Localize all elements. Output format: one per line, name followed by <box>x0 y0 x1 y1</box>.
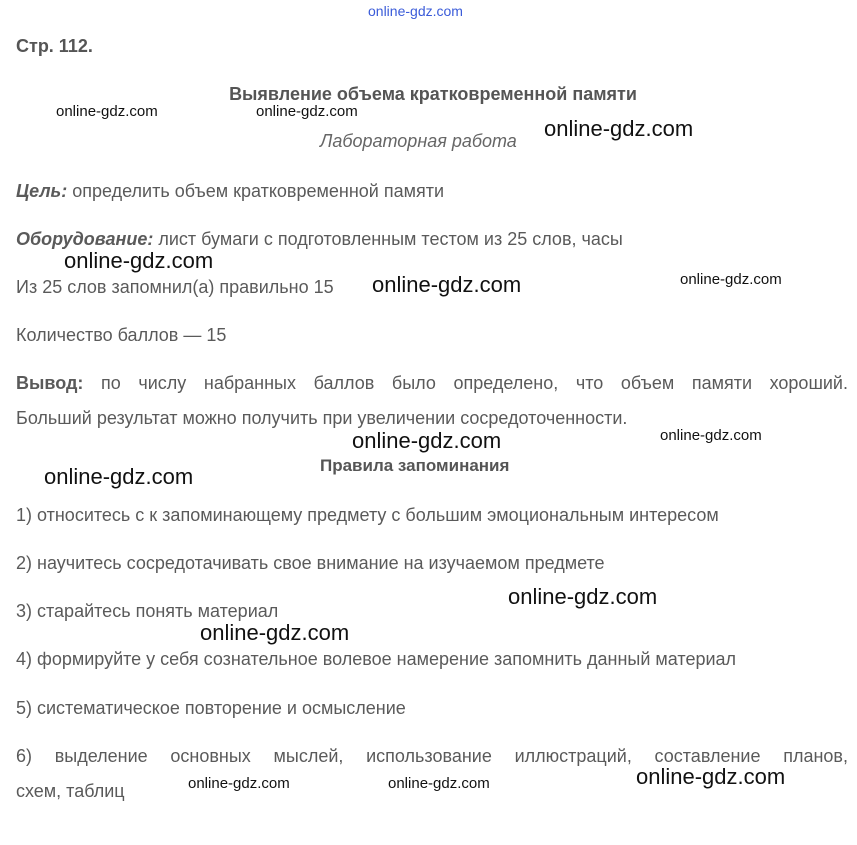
watermark: online-gdz.com <box>372 272 522 297</box>
goal-text: определить объем кратковременной памяти <box>67 181 445 201</box>
rule-item-6-line-1: 6) выделение основных мыслей, использование иллюстраций, составление планов, <box>16 746 848 766</box>
watermark: online-gdz.com <box>388 775 490 792</box>
rule-item-6-line-2: схем, таблиц <box>16 781 125 801</box>
conclusion-label: Вывод: <box>16 373 84 393</box>
watermark: online-gdz.com <box>660 427 762 444</box>
rule-item: 3) старайтесь понять материал <box>16 601 279 621</box>
conclusion-line-2: Больший результат можно получить при увеличении сосредоточенности. <box>16 408 628 428</box>
rule-item: 5) систематическое повторение и осмысление <box>16 698 406 718</box>
rules-title: Правила запоминания <box>320 456 510 475</box>
conclusion-text-1: по числу набранных баллов было определено, что объем памяти хороший. <box>83 373 848 393</box>
equipment-text: лист бумаги с подготовленным тестом из 25 слов, часы <box>153 229 623 249</box>
goal-label: Цель: <box>16 181 68 201</box>
conclusion-line-1 <box>16 373 848 394</box>
equipment-label: Оборудование: <box>16 229 154 249</box>
rule-item: 2) научитесь сосредотачивать свое внимание на изучаемом предмете <box>16 553 605 573</box>
rule-item: 4) формируйте у себя сознательное волевое намерение запомнить данный материал <box>16 649 737 669</box>
goal-line <box>16 181 444 202</box>
watermark: online-gdz.com <box>508 584 658 609</box>
watermark: online-gdz.com <box>44 464 194 489</box>
watermark: online-gdz.com <box>256 103 358 120</box>
score-line: Количество баллов — 15 <box>16 325 227 345</box>
site-watermark-top: online-gdz.com <box>368 3 463 19</box>
result-line: Из 25 слов запомнил(а) правильно 15 <box>16 277 334 297</box>
watermark: online-gdz.com <box>544 116 694 141</box>
equipment-line <box>16 229 623 250</box>
watermark: online-gdz.com <box>56 103 158 120</box>
watermark: online-gdz.com <box>636 764 786 789</box>
watermark: online-gdz.com <box>352 428 502 453</box>
page-label: Стр. 112. <box>16 36 93 56</box>
page-subtitle: Лабораторная работа <box>320 131 517 151</box>
page-title: Выявление объема кратковременной памяти <box>229 84 637 104</box>
watermark: online-gdz.com <box>188 775 290 792</box>
watermark: online-gdz.com <box>64 248 214 273</box>
watermark: online-gdz.com <box>680 271 782 288</box>
rule-item: 1) относитесь с к запоминающему предмету с большим эмоциональным интересом <box>16 505 719 525</box>
watermark: online-gdz.com <box>200 620 350 645</box>
